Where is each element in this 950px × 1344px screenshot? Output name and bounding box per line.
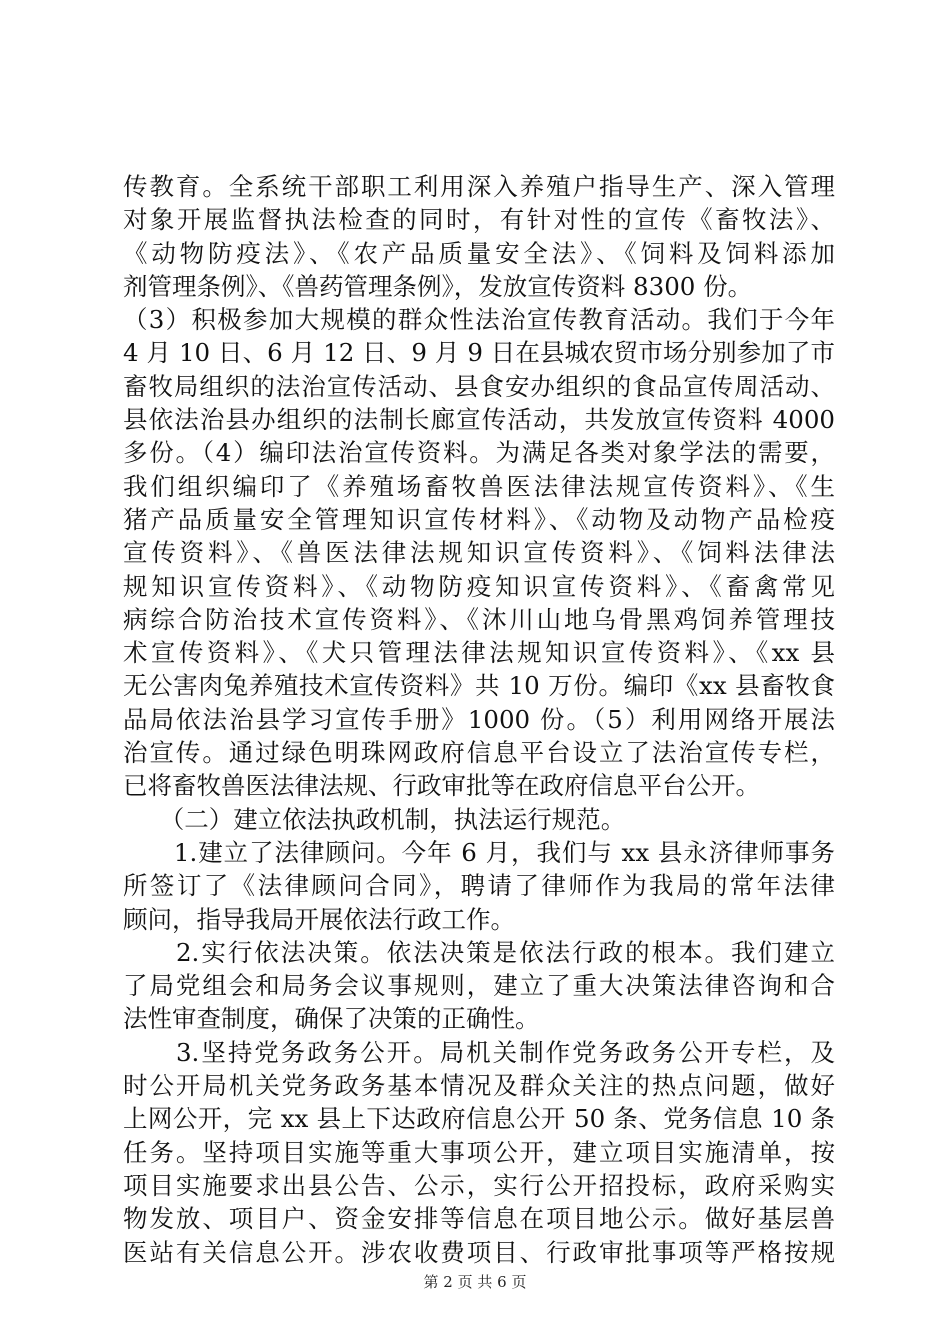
text-line: 4 月 10 日、6 月 12 日、9 月 9 日在县城农贸市场分别参加了市 — [123, 338, 835, 368]
text-line: 2.实行依法决策。依法决策是依法行政的根本。我们建立 — [123, 937, 835, 967]
text-line: 3.坚持党务政务公开。局机关制作党务政务公开专栏，及 — [123, 1037, 835, 1067]
text-line: 治宣传。通过绿色明珠网政府信息平台设立了法治宣传专栏， — [123, 738, 835, 768]
text-line: 术宣传资料》、《犬只管理法律法规知识宣传资料》、《xx 县 — [123, 638, 835, 668]
text-line: 我们组织编印了《养殖场畜牧兽医法律法规宣传资料》、《生 — [123, 471, 835, 501]
text-line: 已将畜牧兽医法律法规、行政审批等在政府信息平台公开。 — [123, 771, 760, 801]
text-line: 县依法治县办组织的法制长廊宣传活动，共发放宣传资料 4000 — [123, 405, 835, 435]
text-line: 顾问，指导我局开展依法行政工作。 — [123, 904, 515, 934]
text-line: 医站有关信息公开。涉农收费项目、行政审批事项等严格按规 — [123, 1237, 835, 1267]
text-line: 《动物防疫法》、《农产品质量安全法》、《饲料及饲料添加 — [123, 238, 835, 268]
body-text — [123, 170, 835, 1269]
text-line: 对象开展监督执法检查的同时，有针对性的宣传《畜牧法》、 — [123, 205, 835, 235]
text-line: 物发放、项目户、资金安排等信息在项目地公示。做好基层兽 — [123, 1204, 835, 1234]
text-line: 剂管理条例》、《兽药管理条例》，发放宣传资料 8300 份。 — [123, 271, 753, 301]
text-line: 宣传资料》、《兽医法律法规知识宣传资料》、《饲料法律法 — [123, 538, 835, 568]
text-line: 畜牧局组织的法治宣传活动、县食安办组织的食品宣传周活动、 — [123, 371, 835, 401]
text-line: 多份。（4）编印法治宣传资料。为满足各类对象学法的需要， — [123, 438, 835, 468]
page-number-footer: 第 2 页 共 6 页 — [423, 1273, 527, 1291]
text-line: 1.建立了法律顾问。今年 6 月，我们与 xx 县永济律师事务 — [123, 837, 835, 867]
section-heading: （二）建立依法执政机制，执法运行规范。 — [123, 804, 626, 834]
text-line: 任务。坚持项目实施等重大事项公开，建立项目实施清单，按 — [123, 1137, 835, 1167]
text-line: 传教育。全系统干部职工利用深入养殖户指导生产、深入管理 — [123, 172, 835, 201]
text-line: （3）积极参加大规模的群众性法治宣传教育活动。我们于今年 — [123, 305, 835, 335]
text-line: 品局依法治县学习宣传手册》1000 份。（5）利用网络开展法 — [123, 704, 835, 734]
text-line: 时公开局机关党务政务基本情况及群众关注的热点问题，做好 — [123, 1071, 835, 1101]
text-line: 上网公开，完 xx 县上下达政府信息公开 50 条、党务信息 10 条 — [123, 1104, 835, 1134]
text-line: 猪产品质量安全管理知识宣传材料》、《动物及动物产品检疫 — [123, 504, 835, 534]
text-line: 病综合防治技术宣传资料》、《沐川山地乌骨黑鸡饲养管理技 — [123, 604, 835, 634]
text-line: 了局党组会和局务会议事规则，建立了重大决策法律咨询和合 — [123, 971, 835, 1001]
text-line: 所签订了《法律顾问合同》，聘请了律师作为我局的常年法律 — [123, 871, 835, 901]
text-line: 无公害肉兔养殖技术宣传资料》共 10 万份。编印《xx 县畜牧食 — [123, 671, 835, 701]
text-line: 项目实施要求出县公告、公示，实行公开招投标，政府采购实 — [123, 1170, 835, 1200]
text-line: 规知识宣传资料》、《动物防疫知识宣传资料》、《畜禽常见 — [123, 571, 835, 601]
text-line: 法性审查制度，确保了决策的正确性。 — [123, 1004, 540, 1034]
